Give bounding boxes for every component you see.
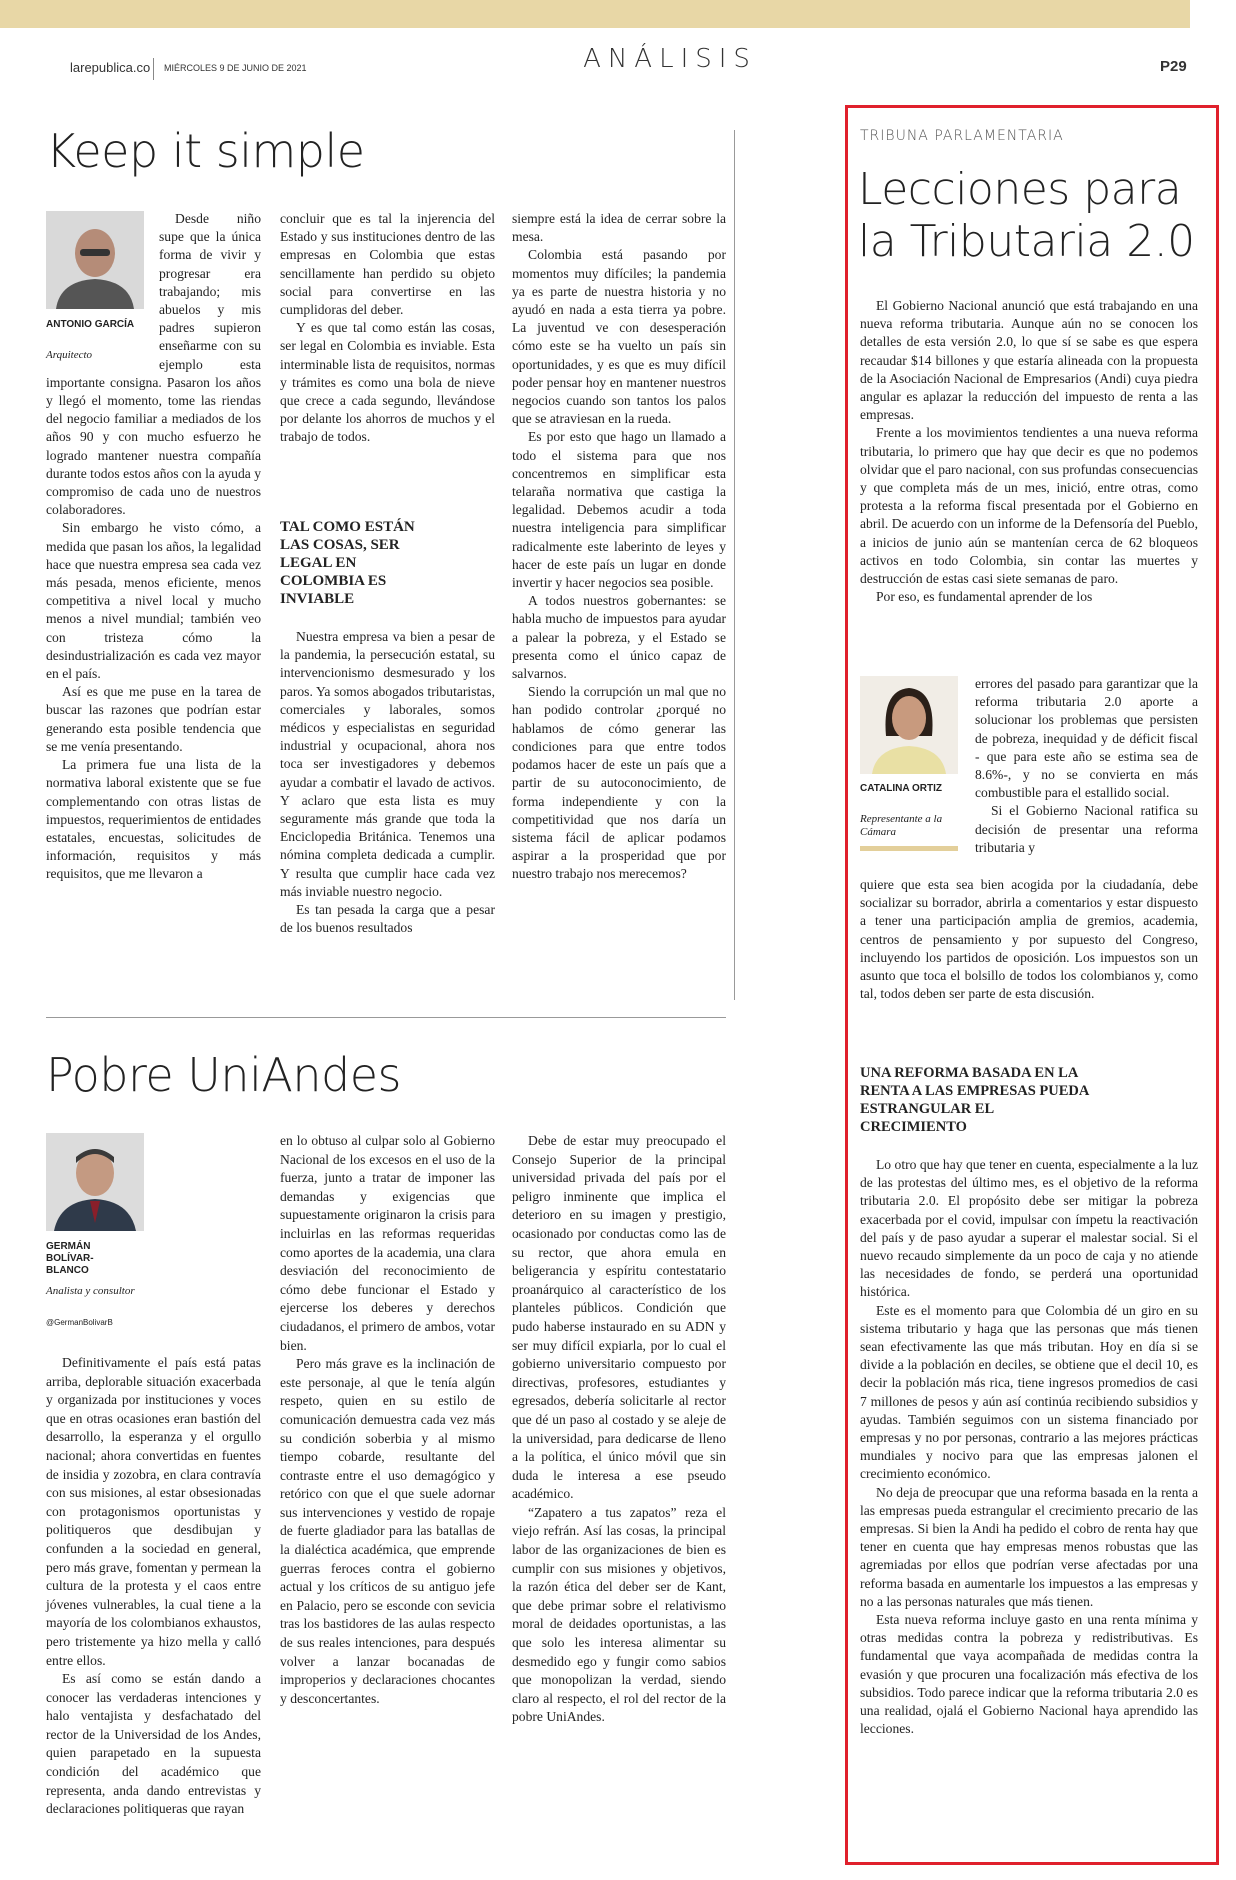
header-separator bbox=[153, 58, 154, 80]
article2-author-name: GERMÁN BOLÍVAR-BLANCO bbox=[46, 1241, 94, 1276]
article1-c2b-p2: Es tan pesada la carga que a pesar de los buenos resultados bbox=[280, 902, 495, 936]
article2-c1-p2: Es así como se están dando a conocer las verdaderas intenciones y halo ventajista y desfachatado del rector de la Universidad de los Andes, quien parapetado en la supuesta condición del académico que representa, anda dando entrevistas y declaraciones politiqueras que rayan bbox=[46, 1671, 261, 1817]
article1-column-2b bbox=[280, 628, 495, 937]
article2-c3-p2: “Zapatero a tus zapatos” reza el viejo refrán. Así las cosas, la principal labor de las organizaciones de bien es cumplir con sus misiones y objetivos, la razón ética del deber ser de Kant, que debe primar sobre el relativismo moral de deidades oportunistas, a las que solo les interesa alimentar su desmedido ego y fungir como sabios que monopolizan la verdad, siendo claro al respecto, el rol del rector de la pobre UniAndes. bbox=[512, 1504, 726, 1725]
article2-column-1 bbox=[46, 1132, 261, 1819]
article1-subhead: TAL COMO ESTÁN LAS COSAS, SER LEGAL EN COLOMBIA ES INVIABLE bbox=[280, 519, 415, 607]
author-photo-catalina-ortiz bbox=[860, 676, 958, 774]
article1-c1-p4: La primera fue una lista de la normativa laboral existente que se fue complementando con otras listas de impuestos, requerimientos de entidades estatales, encuestas, solicitudes de información, requisitos y más requisitos, que me llevaron a bbox=[46, 757, 261, 882]
article2-author-role: Analista y consultor bbox=[46, 1285, 135, 1297]
article1-author-role: Arquitecto bbox=[46, 349, 93, 361]
article2-c3-p1: Debe de estar muy preocupado el Consejo Superior de la principal universidad privada del país por el peligro inminente que implica el deterioro en su imagen y prestigio, ocasionado por conductas como las de su rector, que ahora emula en beligerancia y espíritu contestatario proanárquico al característico de los planteles públicos. Condición que pudo haberse instaurado en su ADN y ser muy difícil expiarla, por lo cual el gobierno universitario compuesto por directivas, profesores, estudiantes y egresados, debería solicitarle al rector que dé un paso al costado y se aleje de la universidad, para dedicarse de lleno a la política, el único móvil que sin duda le interesa a ese pseudo académico. bbox=[512, 1133, 726, 1502]
article2-author-handle: @GermanBolivarB bbox=[46, 1318, 113, 1327]
article3-b-p1: Lo otro que hay que tener en cuenta, especialmente a la luz de las protestas del último mes, es el objetivo de la reforma tributaria 2.0. El propósito debe ser mitigar la pobreza exacerbada por el covid, impulsar con ímpetu la reactivación del país y de paso ayudar a superar el malestar social. Si el nuevo recaudo simplemente da un poco de caja y no atiende las necesidades de fondo, se perderá una oportunidad histórica. bbox=[860, 1157, 1198, 1300]
article3-title-line2: la Tributaria 2.0 bbox=[858, 216, 1195, 267]
article3-kicker: TRIBUNA PARLAMENTARIA bbox=[860, 128, 1064, 144]
article3-wrap-p2: Si el Gobierno Nacional ratifica su decisión de presentar una reforma tributaria y bbox=[975, 803, 1198, 855]
article1-c3-p5: Siendo la corrupción un mal que no han podido controlar ¿porqué no hablamos de cómo generar las condiciones para que entre todos podamos hacer de este un país que a partir de su autoconocimiento, de forma independiente y con la competitividad que nos daría un sistema fácil de aplicar podamos aspirar a la prosperidad que por nuestro trabajo nos merecemos? bbox=[512, 684, 726, 882]
article3-title bbox=[858, 164, 1195, 268]
article1-c3-p2: Colombia está pasando por momentos muy difíciles; la pandemia ya es parte de nuestra historia y no ayudó en nada a esta tierra ya pobre. La juventud ve con desesperación cómo este se ha vuelto un país sin oportunidades, y es que es muy difícil poder pensar hoy en mantener nuestros negocios cuando son tantos los palos que se atraviesan en la rueda. bbox=[512, 247, 726, 427]
article1-column-3 bbox=[512, 210, 726, 884]
article1-c2-p1: concluir que es tal la injerencia del Estado y sus instituciones dentro de las empresas en Colombia que estas sencillamente han perdido su objeto social para convertirse en las cumplidoras del deber. bbox=[280, 211, 495, 318]
article1-c3-p3: Es por esto que hago un llamado a todo el sistema para que nos concentremos en simplificar esta telaraña normativa que castiga la legalidad. Debemos acudir a toda nuestra inteligencia para simplificar radicalmente este laberinto de leyes y hacer de este país un lugar en donde invertir y hacer negocios sea posible. bbox=[512, 429, 726, 591]
article1-c1-p1: Desde niño supe que la única forma de vivir y progresar era trabajando; mis abuelos y mis padres supieron enseñarme con su ejemplo esta importante consigna. Pasaron los años y llegó el momento, tome las riendas del negocio familiar a mediados de los años 90 y con mucho esfuerzo he logrado mantener nuestra compañía durante todos estos años con la ayuda y compromiso de cada uno de nuestros colaboradores. bbox=[46, 211, 261, 518]
article3-p3: Por eso, es fundamental aprender de los bbox=[876, 589, 1093, 605]
site-name: larepublica.co bbox=[70, 60, 151, 75]
article1-c3-p4: A todos nuestros gobernantes: se habla mucho de impuestos para ayudar a palear la pobreza, y el Estado se presenta como el único capaz de salvarnos. bbox=[512, 593, 726, 682]
column-divider bbox=[734, 130, 735, 1000]
article1-c1-p2: Sin embargo he visto cómo, a medida que pasan los años, la legalidad hace que nuestra empresa sea cada vez más pesada, menos eficiente, menos competitiva a nivel local y mucho menos a nivel mundial; también veo con tristeza cómo la desindustrialización es cada vez mayor en el país. bbox=[46, 520, 261, 682]
article2-c2-p2: Pero más grave es la inclinación de este personaje, al que le tenía algún respeto, quien en su estilo de comunicación demuestra cada vez más su condición soberbia y al mismo tiempo cobarde, resultante del contraste entre el uso demagógico y retórico con que el que suele adornar sus intervenciones y vestido de ropaje de fuerte gladiador para las batallas de la dialéctica académica, que emprende guerras feroces contra el gobierno actual y los críticos de su antiguo jefe en Palacio, pero se esconde con sevicia tras los bastidores de las aulas respecto de sus reales intenciones, para después volver a lanzar bocanadas de improperios y declaraciones chocantes y desconcertantes. bbox=[280, 1356, 495, 1706]
article1-column-2 bbox=[280, 210, 495, 447]
article3-wrap-p1: errores del pasado para garantizar que la reforma tributaria 2.0 aporte a solucionar los problemas que persisten de pobreza, inequidad y de déficit fiscal - que para este año se estima sea de 8.6%-, y no se convierta en más combustible para el estallido social. bbox=[975, 676, 1198, 801]
article3-p2: Frente a los movimientos tendientes a una nueva reforma tributaria, lo primero que hay que decir es que no podemos olvidar que el paro nacional, con sus profundas consecuencias y que completa más de un mes, inició, entre otras, como protesta a la reforma fiscal presentada por el Gobierno en abril. De acuerdo con un informe de la Defensoría del Pueblo, a inicios de junio aún se mantenían cerca de 62 bloqueos activos en todo Colombia, sin contar las muertes y destrucción de estas casi siete semanas de paro. bbox=[860, 425, 1198, 587]
article3-after-p: quiere que esta sea bien acogida por la ciudadanía, debe socializar su borrador, abrirla a comentarios y estar dispuesto a tener una participación amplia de gremios, academia, centros de pensamiento y por supuesto del Congreso, incluyendo los partidos de oposición. Los impuestos son un asunto que toca el bolsillo de todos los colombianos y, como tal, todos deben ser parte de esta discusión. bbox=[860, 877, 1198, 1002]
page-number: P29 bbox=[1160, 58, 1187, 75]
article3-author-name: CATALINA ORTIZ bbox=[860, 783, 943, 794]
article1-c2-p2: Y es que tal como están las cosas, ser legal en Colombia es inviable. Esta interminable lista de requisitos, normas y trámites es como una bola de nieve que crece a cada segundo, llevándose por delante los ahorros de muchos y el trabajo de todos. bbox=[280, 320, 495, 445]
article1-c3-p1: siempre está la idea de cerrar sobre la mesa. bbox=[512, 211, 726, 245]
article2-column-3 bbox=[512, 1132, 726, 1727]
article-divider bbox=[46, 1017, 726, 1018]
section-title: ANÁLISIS bbox=[583, 44, 757, 74]
article2-column-2 bbox=[280, 1132, 495, 1708]
article3-column-bottom bbox=[860, 1156, 1198, 1739]
article1-c2b-p1: Nuestra empresa va bien a pesar de la pandemia, la persecución estatal, su intervencionismo desmesurado y los paros. Ya somos abogados tributaristas, comerciales y laborales, somos médicos y especialistas en seguridad industrial y ocupacional, ahora nos toca ser investigadores y debemos ayudar a combatir el lavado de activos. Y aclaro que esta lista es muy seguramente más grande que toda la Enciclopedia Británica. Tenemos una nómina completa dedicada a cumplir. Y resulta que cumplir hace cada vez más inviable nuestro negocio. bbox=[280, 629, 495, 899]
article1-c1-p3: Así es que me puse en la tarea de buscar las razones que podrían estar generando esta posible tendencia que se me venía presentando. bbox=[46, 684, 261, 754]
article3-subhead: UNA REFORMA BASADA EN LA RENTA A LAS EMPRESAS PUEDA ESTRANGULAR EL CRECIMIENTO bbox=[860, 1065, 1089, 1135]
article3-b-p2: Este es el momento para que Colombia dé un giro en su sistema tributario y haga que las personas que más tienen sean efectivamente las que más tributan. Hoy en día si se divide a la población en deciles, se obtiene que el decil 10, es decir la población más rica, tiene ingresos promedios de casi 7 millones de pesos y aún así continúa recibiendo subsidios y ayudas. También seguimos con un sistema financiado por empresas y no por personas, contrario a las mejores prácticas mundiales y nocivo para que las empresas jalonen el crecimiento económico. bbox=[860, 1302, 1198, 1482]
article3-column-mid bbox=[860, 876, 1198, 1003]
article3-column-top bbox=[860, 297, 1198, 606]
article3-title-line1: Lecciones para bbox=[858, 164, 1182, 215]
article2-c1-p1: Definitivamente el país está patas arriba, deplorable situación exacerbada y organizada por instituciones y voces que en otras ocasiones eran bastión del desarrollo, la esperanza y el orgullo nacional; ahora convertidas en fuentes de insidia y zozobra, en clara contravía con sus misiones, al estar obsesionadas con protagonismos oportunistas y politiqueros que desdibujan y confunden a la sociedad en general, pero más grave, fomentan y permean la cultura de la protesta y el caos entre jóvenes vulnerables, la cual tiene a la mayoría de los colombianos exhaustos, pero tristemente ya hizo mella y calló entre ellos. bbox=[46, 1355, 261, 1668]
article3-b-p3: No deja de preocupar que una reforma basada en la renta a las empresas pueda estrangular el crecimiento precario de las empresas. Si bien la Andi ha pedido el cobro de renta hay que tener en cuenta que hay empresas menos robustas que las agremiadas por ellos que podrían verse afectadas por una reforma basada en aumentarle los impuestos a las empresas y no a las personas naturales que más tienen. bbox=[860, 1484, 1198, 1609]
top-color-bar bbox=[0, 0, 1190, 28]
publication-date: MIÉRCOLES 9 DE JUNIO DE 2021 bbox=[164, 63, 307, 73]
article3-author-role: Representante a la Cámara bbox=[860, 813, 943, 838]
article2-c2-p1: en lo obtuso al culpar solo al Gobierno Nacional de los excesos en el uso de la fuerza, junto a tratar de imponer las demandas y exigencias que supuestamente originaron la crisis para incluirlas en las reformas requeridas como aportes de la academia, una clara desviación del reconocimiento de cómo debe funcionar el Estado y ejercerse los deberes y derechos ciudadanos, el primero de ambos, votar bien. bbox=[280, 1133, 495, 1353]
author-accent-bar bbox=[860, 846, 958, 851]
article1-author-name: ANTONIO GARCÍA bbox=[46, 319, 135, 330]
article3-p1: El Gobierno Nacional anunció que está trabajando en una nueva reforma tributaria. Aunque aún no se conocen los detalles de esta versión 2.0, lo que sí se sabe es que espera recaudar $14 billones y que estaría alineada con la propuesta de la Asociación Nacional de Empresarios (Andi) cuya piedra angular es aplazar la reducción del impuesto de renta a las empresas. bbox=[860, 298, 1198, 423]
article3-wrap-column bbox=[975, 675, 1198, 857]
article3-b-p4: Esta nueva reforma incluye gasto en una renta mínima y otras medidas contra la pobreza y redistributivas. Es fundamental que vaya acompañada de medidas contra la evasión y que procuren una focalización más efectiva de los subsidios. Todo parece indicar que la reforma tributaria 2.0 es una realidad, ojalá el Gobierno Nacional haya aprendido las lecciones. bbox=[860, 1612, 1198, 1737]
article1-title: Keep it simple bbox=[46, 124, 365, 178]
article2-title: Pobre UniAndes bbox=[46, 1048, 401, 1102]
article1-column-1 bbox=[46, 210, 261, 884]
